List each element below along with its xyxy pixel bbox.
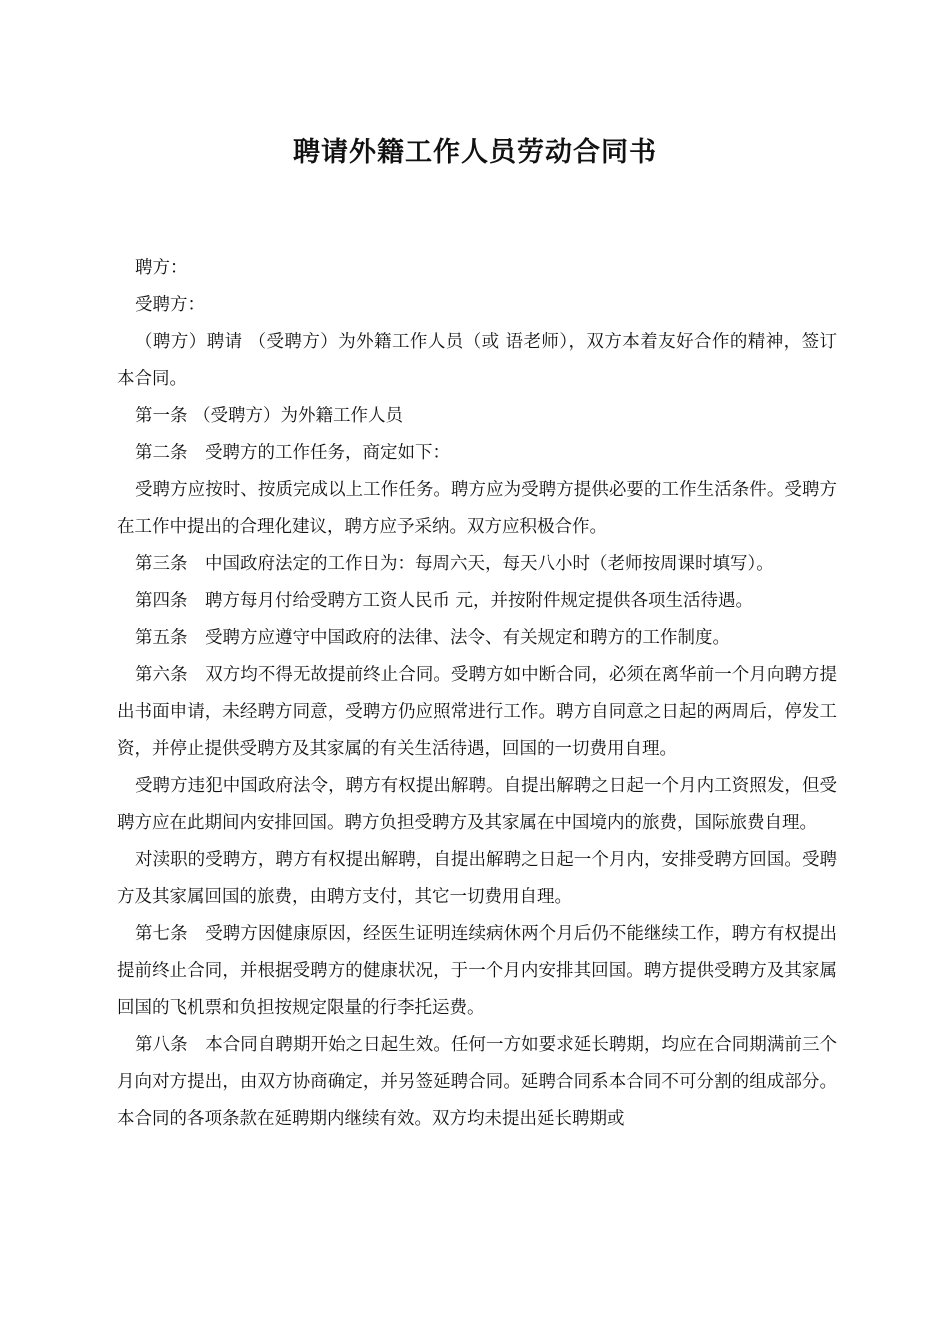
paragraph-article-6-dismissal: 受聘方违犯中国政府法令，聘方有权提出解聘。自提出解聘之日起一个月内工资照发，但受聘方应在此期间内安排回国。聘方负担受聘方及其家属在中国境内的旅费，国际旅费自理。 [117,776,837,833]
paragraph-article-8: 第八条 本合同自聘期开始之日起生效。任何一方如要求延长聘期，均应在合同期满前三个月向对方提出，由双方协商确定，并另签延聘合同。延聘合同系本合同不可分割的组成部分。本合同的各项条款在延聘期内继续有效。双方均未提出延长聘期或 [117,1035,837,1129]
paragraph-article-2: 第二条 受聘方的工作任务，商定如下： [135,443,450,463]
paragraph-article-6-negligence: 对渎职的受聘方，聘方有权提出解聘，自提出解聘之日起一个月内，安排受聘方回国。受聘方及其家属回国的旅费，由聘方支付，其它一切费用自理。 [117,850,837,907]
paragraph-article-6: 第六条 双方均不得无故提前终止合同。受聘方如中断合同，必须在离华前一个月向聘方提出书面申请，未经聘方同意，受聘方仍应照常进行工作。聘方自同意之日起的两周后，停发工资，并停止提供受聘方及其家属的有关生活待遇，回国的一切费用自理。 [117,665,837,759]
paragraph-employee: 受聘方： [135,295,205,315]
paragraph-article-3: 第三条 中国政府法定的工作日为：每周六天，每天八小时（老师按周课时填写）。 [135,554,774,574]
paragraph-article-2-detail: 受聘方应按时、按质完成以上工作任务。聘方应为受聘方提供必要的工作生活条件。受聘方在工作中提出的合理化建议，聘方应予采纳。双方应积极合作。 [117,480,837,537]
paragraph-article-4: 第四条 聘方每月付给受聘方工资人民币 元，并按附件规定提供各项生活待遇。 [135,591,754,611]
paragraph-article-7: 第七条 受聘方因健康原因，经医生证明连续病休两个月后仍不能继续工作，聘方有权提出提前终止合同，并根据受聘方的健康状况，于一个月内安排其回国。聘方提供受聘方及其家属回国的飞机票和负担按规定限量的行李托运费。 [117,924,837,1018]
paragraph-employer: 聘方： [135,258,188,278]
paragraph-article-1: 第一条 （受聘方）为外籍工作人员 [135,406,404,426]
paragraph-preamble: （聘方）聘请 （受聘方）为外籍工作人员（或 语老师），双方本着友好合作的精神，签订本合同。 [117,332,837,389]
document-title: 聘请外籍工作人员劳动合同书 [293,137,657,168]
document-body [117,250,837,1138]
paragraph-article-5: 第五条 受聘方应遵守中国政府的法律、法令、有关规定和聘方的工作制度。 [135,628,730,648]
